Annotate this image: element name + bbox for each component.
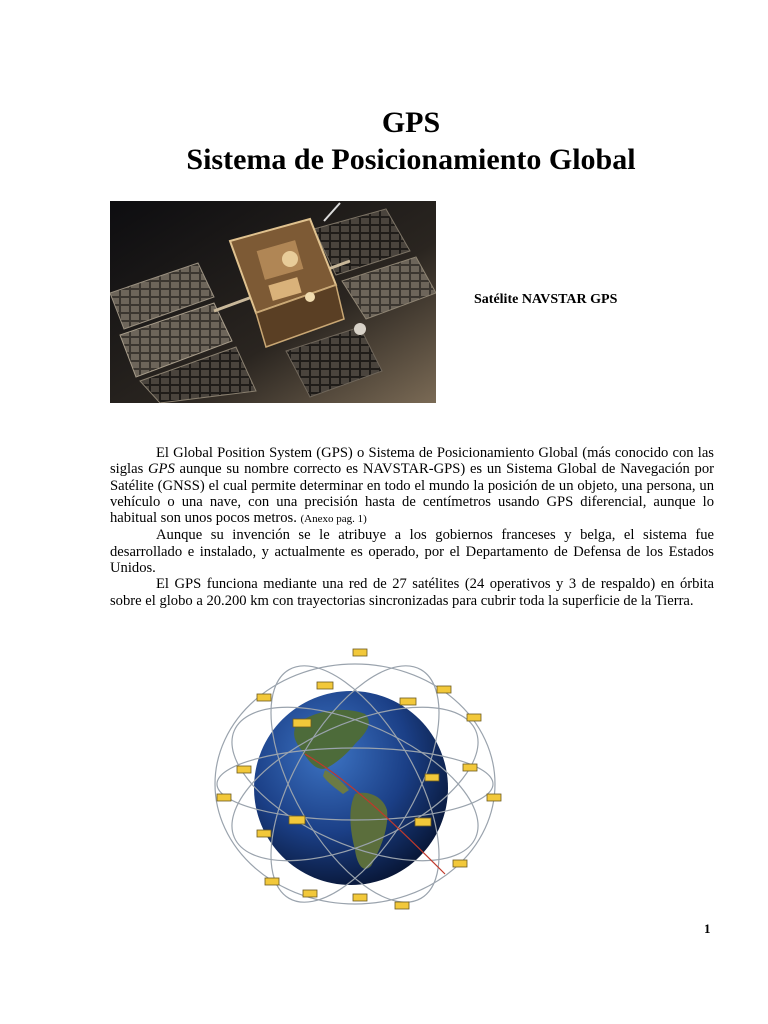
- page-title-acronym: GPS: [381, 106, 441, 139]
- page-number: 1: [704, 921, 711, 936]
- satellite-illustration: [110, 201, 436, 403]
- figure-caption: Satélite NAVSTAR GPS: [474, 292, 618, 307]
- page-title: Sistema de Posicionamiento Global: [186, 143, 636, 176]
- body-text: [110, 445, 714, 609]
- paragraph: Aunque su invención se le atribuye a los gobiernos franceses y belga, el sistema fue desarrollado e instalado, y actualmente es operado, por el Departamento de Defensa de los Estados Unidos.: [110, 527, 714, 577]
- acronym-emphasis: GPS: [147, 461, 175, 478]
- paragraph-text: aunque su nombre correcto es NAVSTAR-GPS) es un Sistema Global de Navegación por Satélite (GNSS) el cual permite determinar en todo el mundo la posición de un objeto, una persona, un vehículo o una nave, con una precisión hasta de centímetros usando GPS diferencial, aunque lo habitual son unos pocos metros.: [110, 461, 715, 527]
- globe-orbits-graphic: [205, 644, 510, 920]
- gps-constellation-illustration: [205, 644, 510, 920]
- paragraph-text: El Global Position System (GPS) o Sistema de Posicionamiento Global (más conocido con las siglas: [110, 445, 714, 478]
- paragraph: [110, 445, 714, 527]
- satellite-photo: [110, 201, 436, 403]
- paragraph: El GPS funciona mediante una red de 27 satélites (24 operativos y 3 de respaldo) en órbita sobre el globo a 20.200 km con trayectorias sincronizadas para cubrir toda la superficie de la Tierra.: [110, 576, 714, 609]
- annex-reference: (Anexo pag. 1): [300, 513, 367, 526]
